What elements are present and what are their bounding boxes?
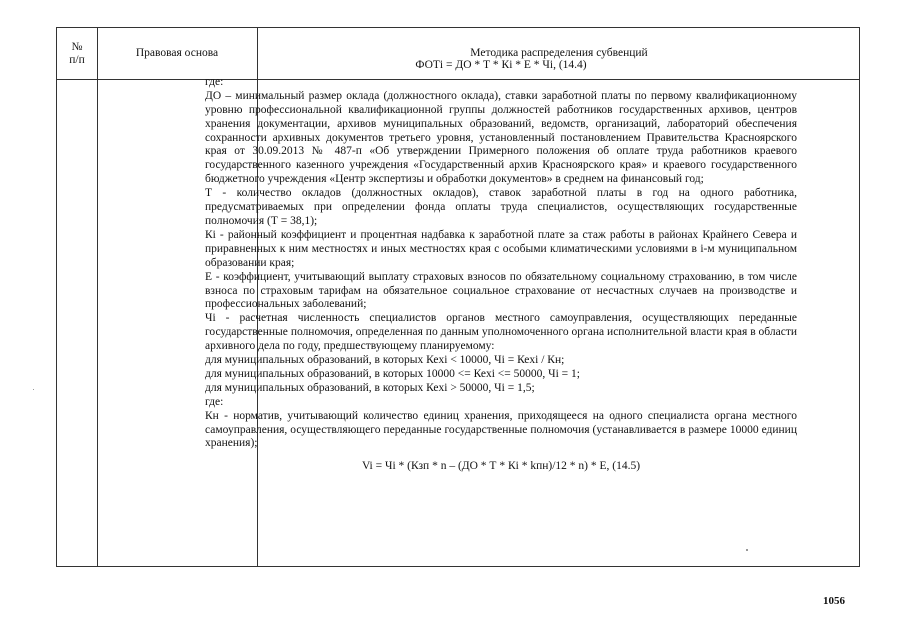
definition-kn: Кн - норматив, учитывающий количество единиц хранения, приходящееся на одного специалиста органа местного самоуправления, осуществляющего переданные государственные полномочия (устанавливается в размере 10000 единиц хранения); bbox=[205, 409, 797, 450]
condition-mid: для муниципальных образований, в которых 10000 <= Кеxi <= 50000, Чi = 1; bbox=[205, 367, 580, 380]
definition-do: ДО – минимальный размер оклада (должностного оклада), ставки заработной платы по первому квалификационному уровню профессиональной квалификационной группы должностей работников государственных архивов, центров хранения документации, архивов муниципальных образований, ведомств, организаций, лабораторий обеспечения сохранности архивных документов третьего уровня, установленный постановлением Правительства Красноярского края от 30.09.2013 № 487-п «Об утверждении Примерного положения об оплате труда работников краевого государственного казенного учреждения «Государственный архив Красноярского края» и краевого государственного бюджетного учреждения «Центр экспертизы и обработки документов» в среднем на финансовый год; bbox=[205, 89, 797, 186]
column-divider bbox=[97, 28, 98, 566]
header-legal-basis: Правовая основа bbox=[135, 47, 219, 59]
header-number-cell bbox=[57, 28, 97, 79]
methodology-text bbox=[205, 59, 797, 477]
where-label-2: где: bbox=[205, 395, 224, 408]
definition-t: Т - количество окладов (должностных окладов), ставок заработной платы в год на одного работника, предусматриваемых при определении фонда оплаты труда специалистов, осуществляющих государственные полномочия (Т = 38,1); bbox=[205, 187, 797, 227]
where-label: где: bbox=[205, 75, 224, 88]
formula-14-5: Vi = Чi * (Кзп * n – (ДО * Т * Кi * kпн)/12 * n) * Е, (14.5) bbox=[361, 460, 641, 473]
header-number-abbrev: п/п bbox=[69, 53, 85, 66]
header-methodology: Методика распределения субвенций bbox=[470, 47, 648, 59]
definition-e: Е - коэффициент, учитывающий выплату страховых взносов по обязательному социальному страхованию, в том числе взноса по страховым тарифам на обязательное социальное страхование от несчастных случаев на производстве и профессиональных заболеваний; bbox=[205, 270, 797, 311]
formula-14-4: ФОТi = ДО * Т * Кi * Е * Чi, (14.4) bbox=[415, 59, 587, 71]
header-number-symbol: № bbox=[71, 40, 83, 53]
condition-high: для муниципальных образований, в которых Кеxi > 50000, Чi = 1,5; bbox=[205, 381, 535, 394]
scan-speck bbox=[746, 549, 748, 551]
definition-chi: Чi - расчетная численность специалистов органов местного самоуправления, осуществляющих переданные государственные полномочия, определенная по данным уполномоченного органа исполнительной власти края в области архивного дела по году, предшествующему планируемому: bbox=[205, 312, 797, 353]
page-number: 1056 bbox=[823, 595, 845, 607]
scan-speck bbox=[33, 389, 34, 390]
condition-low: для муниципальных образований, в которых Кеxi < 10000, Чi = Кеxi / Кн; bbox=[205, 354, 565, 367]
definition-ki: Кi - районный коэффициент и процентная надбавка к заработной плате за стаж работы в районах Крайнего Севера и приравненных к ним местностях и иных местностях края с особыми климатическими условиями в i-м муниципальном образовании края; bbox=[205, 228, 797, 269]
